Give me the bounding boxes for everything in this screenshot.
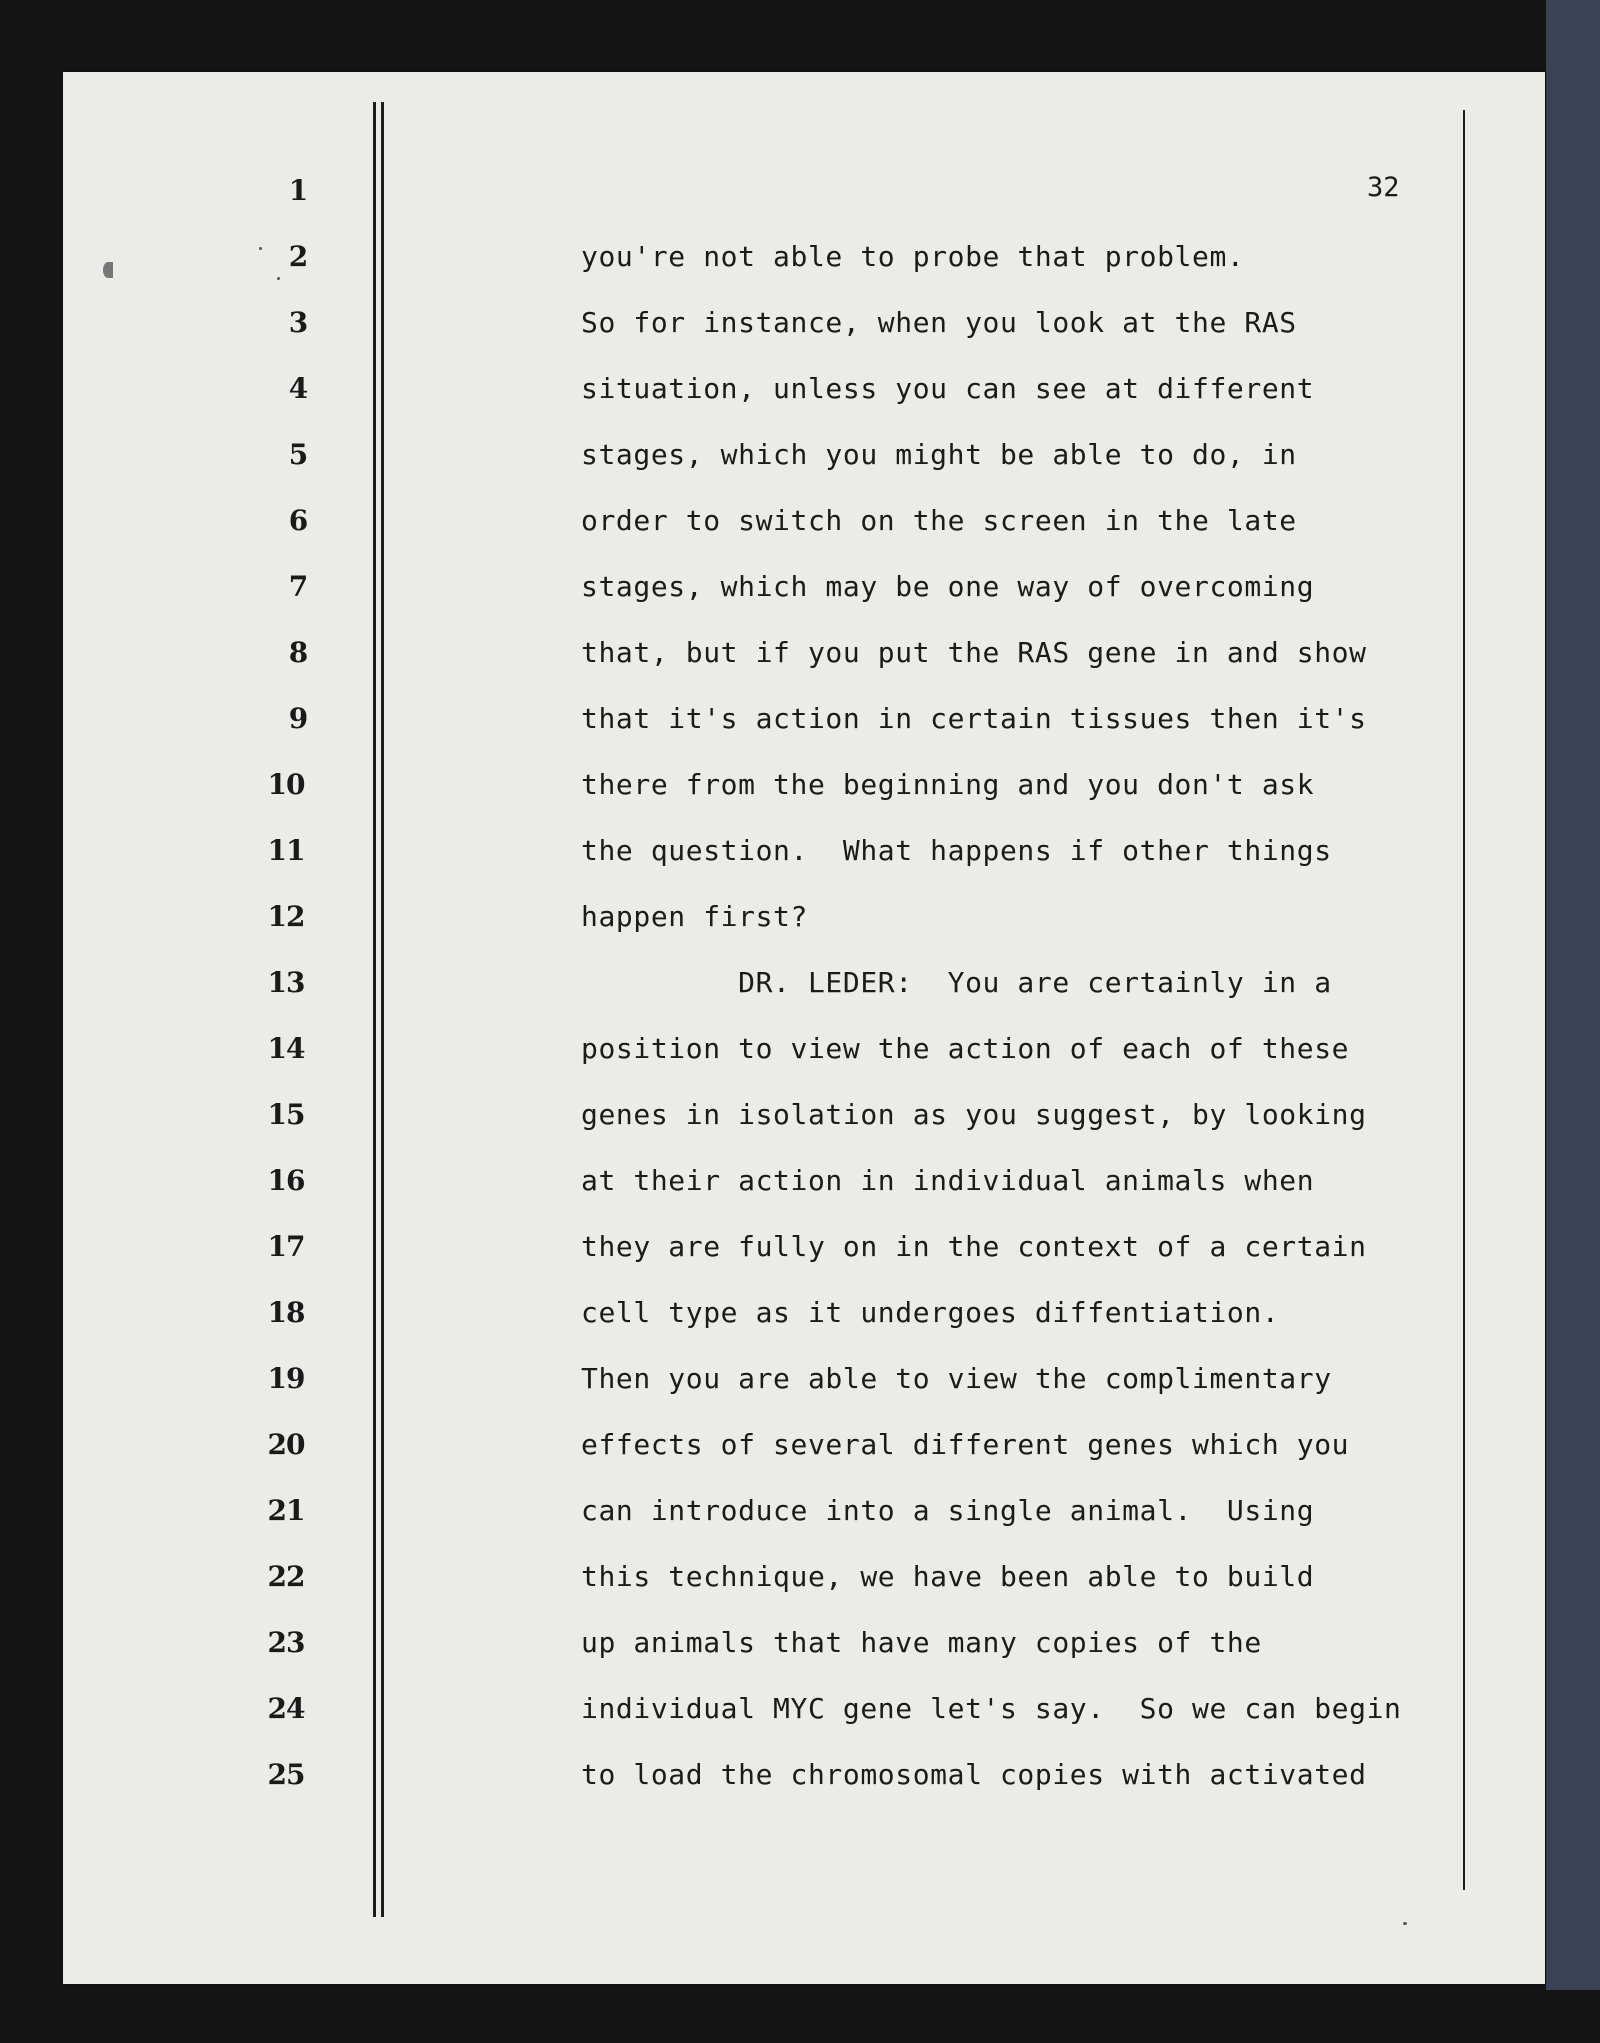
- transcript-line: situation, unless you can see at different: [581, 372, 1315, 405]
- line-number: 8: [288, 636, 308, 669]
- line-number: 11: [267, 834, 305, 867]
- line-number: 24: [267, 1692, 305, 1725]
- transcript-line: genes in isolation as you suggest, by looking: [581, 1098, 1367, 1131]
- transcript-line: happen first?: [581, 900, 808, 933]
- transcript-line: can introduce into a single animal. Using: [581, 1494, 1315, 1527]
- line-number: 7: [288, 570, 308, 603]
- scan-speck: [103, 262, 113, 278]
- line-number: 1: [288, 174, 308, 207]
- transcript-line: effects of several different genes which you: [581, 1428, 1350, 1461]
- line-number: 22: [267, 1560, 305, 1593]
- scan-speck: [259, 247, 262, 250]
- line-number: 10: [267, 768, 305, 801]
- left-margin-rule-inner: [381, 102, 384, 1917]
- transcript-line: this technique, we have been able to build: [581, 1560, 1315, 1593]
- transcript-line: stages, which may be one way of overcoming: [581, 570, 1315, 603]
- transcript-line: So for instance, when you look at the RAS: [581, 306, 1297, 339]
- scan-speck: [277, 277, 280, 280]
- scan-speck: [1403, 1922, 1407, 1925]
- transcript-page: [63, 72, 1545, 1984]
- transcript-line: you're not able to probe that problem.: [581, 240, 1245, 273]
- line-number: 18: [267, 1296, 305, 1329]
- transcript-line: at their action in individual animals when: [581, 1164, 1315, 1197]
- line-number: 21: [267, 1494, 305, 1527]
- line-number: 23: [267, 1626, 305, 1659]
- page-number: 32: [1367, 172, 1400, 203]
- line-number: 4: [288, 372, 308, 405]
- transcript-line: the question. What happens if other things: [581, 834, 1332, 867]
- line-number: 9: [288, 702, 308, 735]
- right-margin-rule: [1463, 110, 1465, 1890]
- transcript-line: to load the chromosomal copies with activated: [581, 1758, 1367, 1791]
- transcript-line: up animals that have many copies of the: [581, 1626, 1262, 1659]
- line-number: 15: [267, 1098, 305, 1131]
- transcript-line: there from the beginning and you don't ask: [581, 768, 1315, 801]
- transcript-line: individual MYC gene let's say. So we can begin: [581, 1692, 1402, 1725]
- line-number: 19: [267, 1362, 305, 1395]
- line-number: 3: [288, 306, 308, 339]
- transcript-line: cell type as it undergoes diffentiation.: [581, 1296, 1280, 1329]
- scan-edge-strip: [1546, 0, 1600, 1990]
- line-number: 5: [288, 438, 308, 471]
- line-number: 13: [267, 966, 305, 999]
- transcript-line: order to switch on the screen in the late: [581, 504, 1297, 537]
- transcript-line: they are fully on in the context of a certain: [581, 1230, 1367, 1263]
- transcript-line: that, but if you put the RAS gene in and show: [581, 636, 1367, 669]
- line-number: 6: [288, 504, 308, 537]
- transcript-line: Then you are able to view the complimentary: [581, 1362, 1332, 1395]
- transcript-line: stages, which you might be able to do, in: [581, 438, 1297, 471]
- left-margin-rule: [373, 102, 376, 1917]
- line-number: 17: [267, 1230, 305, 1263]
- line-number: 14: [267, 1032, 305, 1065]
- line-number: 12: [267, 900, 305, 933]
- line-number: 25: [267, 1758, 305, 1791]
- transcript-line: that it's action in certain tissues then it's: [581, 702, 1367, 735]
- line-number: 16: [267, 1164, 305, 1197]
- line-number: 2: [288, 240, 308, 273]
- line-number: 20: [267, 1428, 305, 1461]
- transcript-line: position to view the action of each of these: [581, 1032, 1350, 1065]
- transcript-line: DR. LEDER: You are certainly in a: [581, 966, 1332, 999]
